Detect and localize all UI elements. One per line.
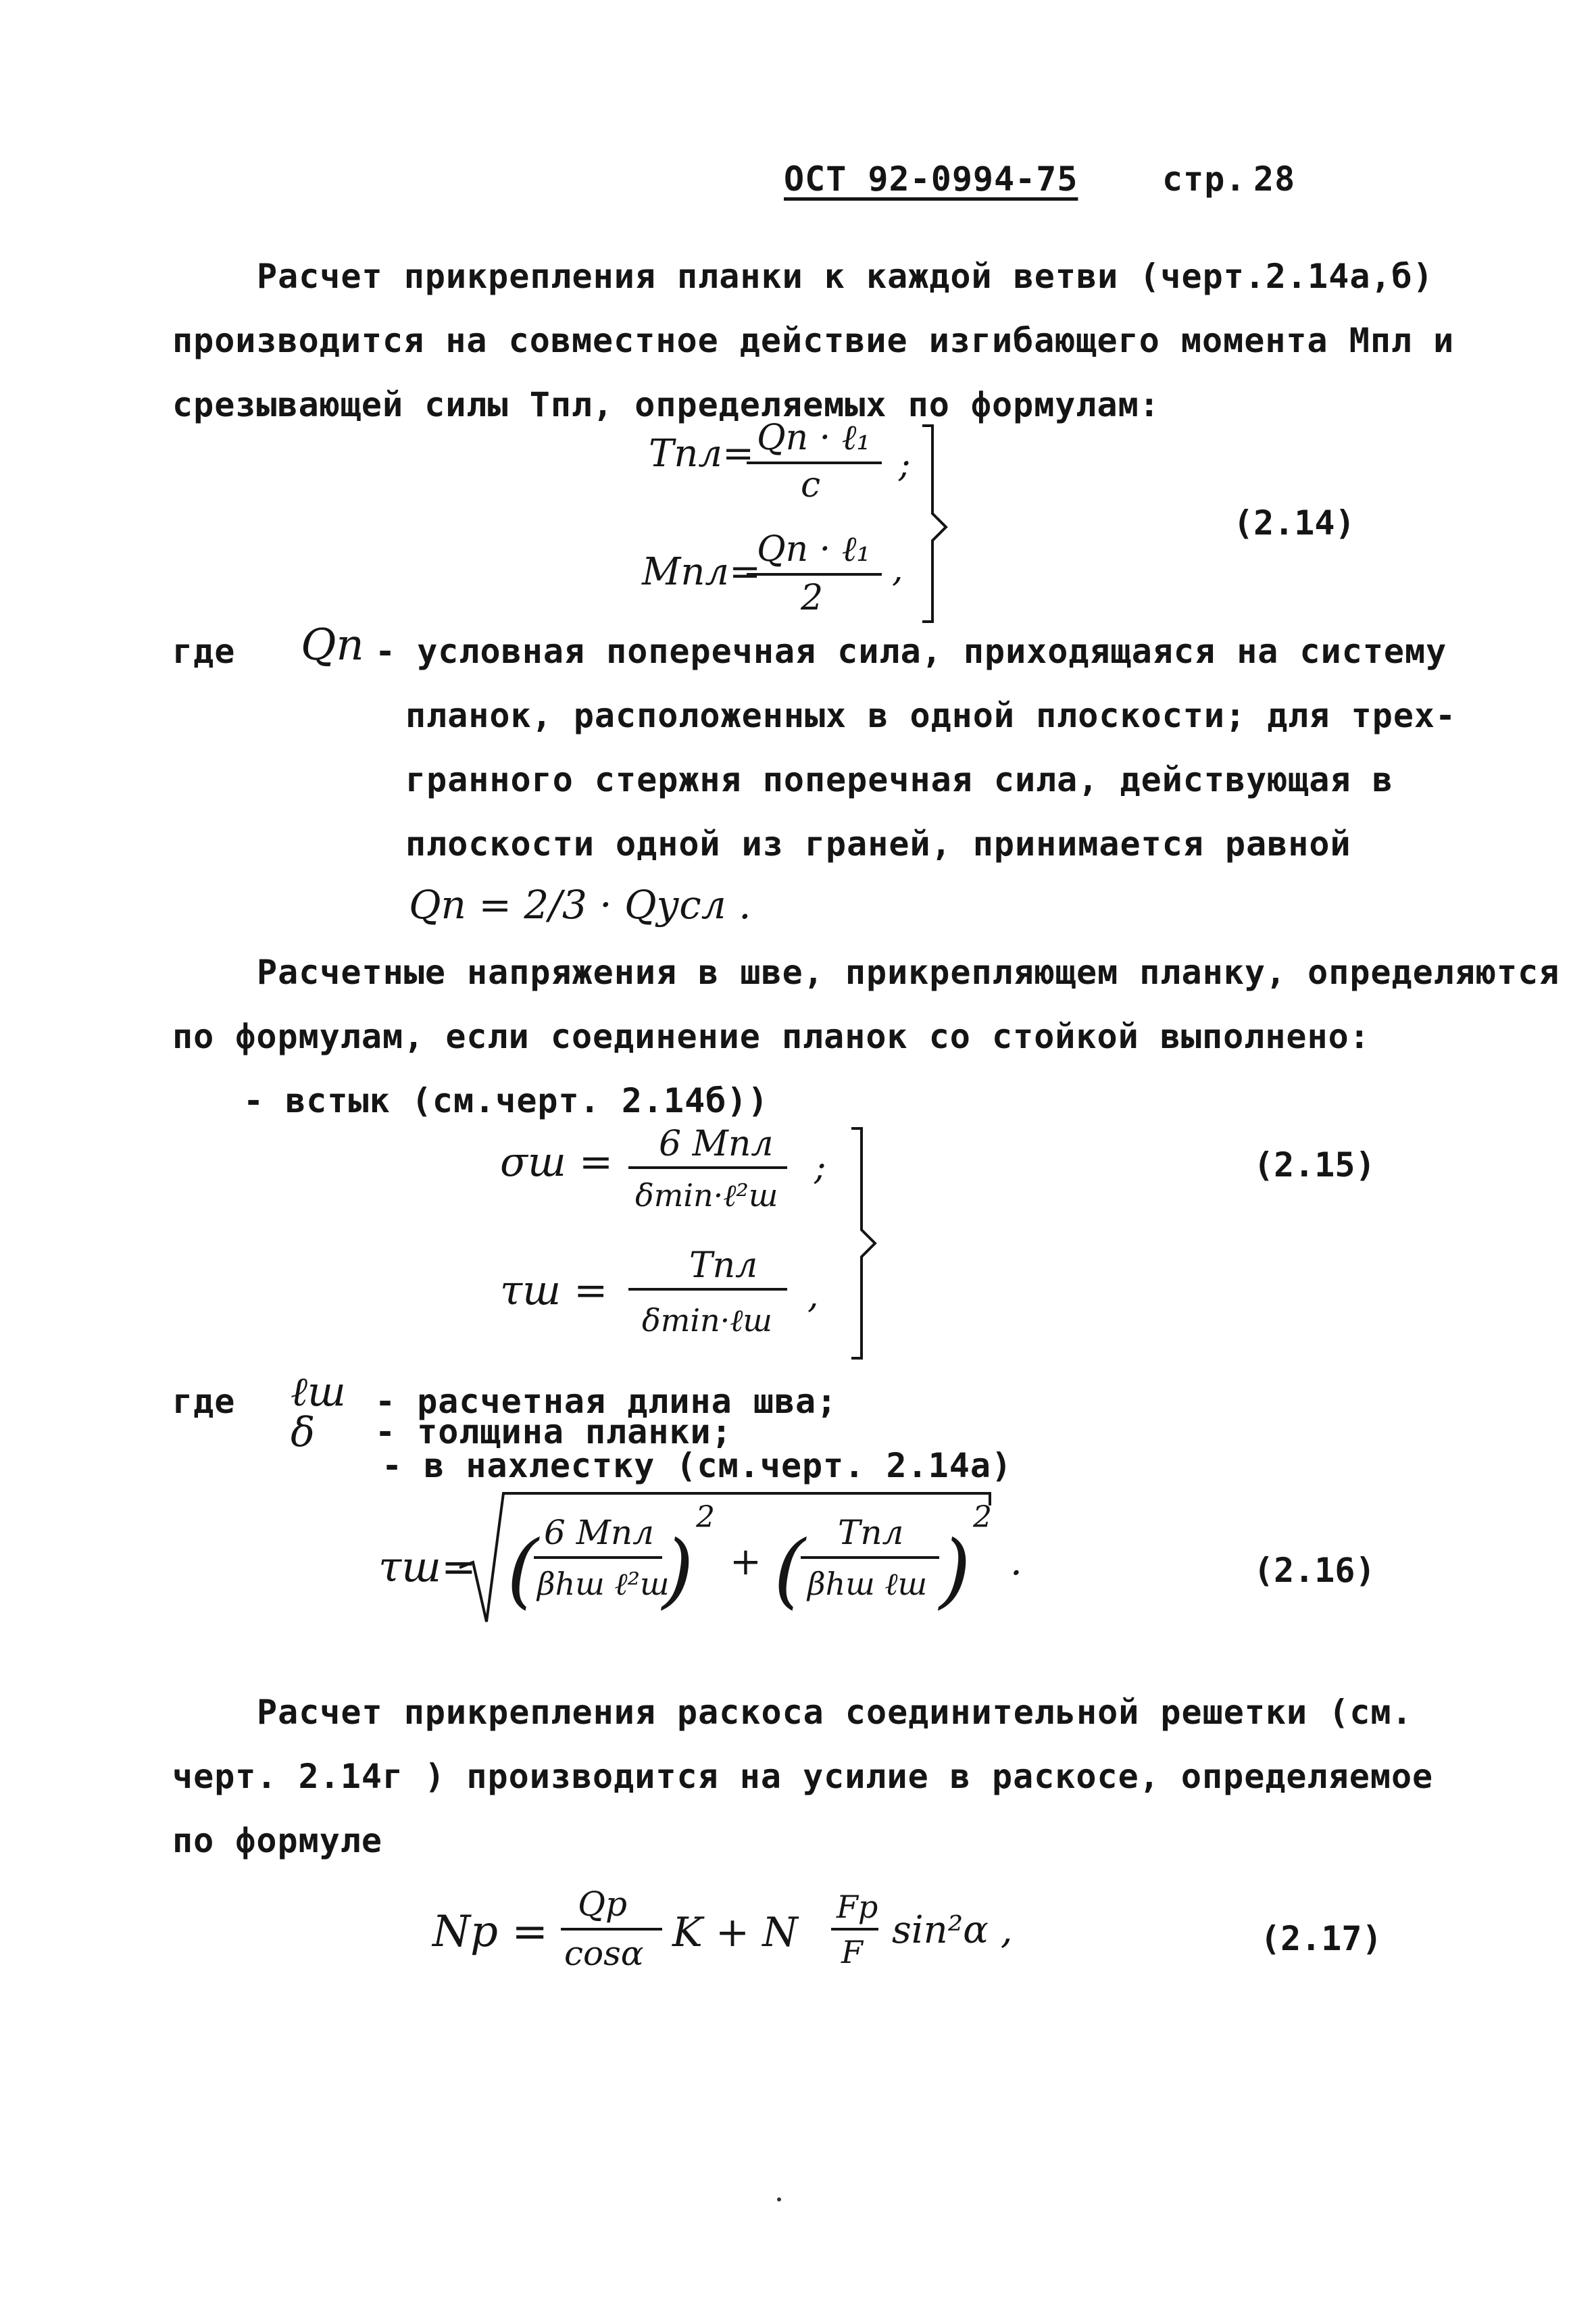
f216-rparen-b: ) [939, 1524, 971, 1618]
f214-t-tail: ; [899, 445, 911, 485]
para3-line1: Расчет прикрепления раскоса соединительной решетки (см. [257, 1693, 1413, 1732]
def-qn-line4: плоскости одной из граней, принимается равной [405, 824, 1351, 864]
para3-line3: по формуле [172, 1821, 383, 1860]
formula-2-16 [378, 1487, 1054, 1642]
def-qn-line1: - условная поперечная сила, приходящаяся на систему [375, 632, 1447, 671]
symbol-lw: ℓш [291, 1368, 346, 1416]
f216-rparen-a: ) [662, 1524, 694, 1618]
eq-number-2-14: (2.14) [1233, 503, 1355, 543]
para1-line2: производится на совместное действие изгибающего момента Мпл и [172, 321, 1455, 360]
page-number: 28 [1253, 159, 1296, 199]
def-delta-text: - толщина планки; [375, 1412, 732, 1451]
f217-q-num: Qp [578, 1885, 627, 1924]
f214-t-den: c [801, 465, 821, 505]
gde-label-2: где [172, 1382, 236, 1421]
f216-b-num: Tпл [838, 1513, 904, 1552]
f216-a-num: 6 Mпл [544, 1513, 654, 1552]
f216-lhs: τш= [378, 1542, 476, 1591]
f216-lparen-b: ( [774, 1524, 805, 1618]
f215-t-num: Tпл [689, 1245, 758, 1286]
f216-a-den: βhш ℓ²ш [537, 1566, 670, 1602]
para2-line1: Расчетные напряжения в шве, прикрепляющем планку, определяются [257, 953, 1560, 992]
eq-number-2-15: (2.15) [1253, 1145, 1376, 1185]
f216-tail: . [1010, 1540, 1022, 1584]
f216-b-den: βhш ℓш [807, 1566, 928, 1602]
f217-q-den: cosα [564, 1934, 644, 1973]
def-lw-text: - расчетная длина шва; [375, 1382, 838, 1421]
para2-line2: по формулам, если соединение планок со стойкой выполнено: [172, 1017, 1370, 1056]
para2-line3: - встык (см.черт. 2.14б)) [243, 1081, 769, 1120]
f217-lhs: Np = [432, 1907, 548, 1957]
f214-t-num: Qп · ℓ₁ [757, 418, 871, 458]
f214-t-lhs: Tпл= [649, 432, 754, 476]
f215-brace [851, 1128, 875, 1358]
f217-tail: sin²α , [892, 1908, 1013, 1952]
f215-s-num: 6 Mпл [659, 1124, 774, 1164]
formula-qn-usl: Qп = 2/3 · Qусл . [409, 882, 751, 928]
f216-exp-b: 2 [973, 1500, 992, 1535]
f215-t-den: δmin·ℓш [642, 1302, 773, 1339]
f214-brace [922, 426, 946, 622]
def-qn-line3: гранного стержня поперечная сила, действующая в [405, 760, 1393, 799]
para1-line1: Расчет прикрепления планки к каждой ветви (черт.2.14а,б) [257, 257, 1434, 296]
f215-t-lhs: τш = [500, 1267, 608, 1314]
gde-label-1: где [172, 632, 236, 671]
f215-s-den: δmin·ℓ²ш [635, 1177, 778, 1214]
f214-m-num: Qп · ℓ₁ [757, 529, 871, 570]
formula-2-15 [487, 1108, 1162, 1365]
overlap-line: - в нахлестку (см.черт. 2.14а) [382, 1446, 1013, 1485]
f217-mid: K + N [672, 1909, 798, 1956]
f215-t-tail: , [807, 1276, 819, 1316]
symbol-qn: Qп [301, 620, 364, 670]
scan-dot [777, 2197, 781, 2201]
f217-f-num: Fp [837, 1889, 878, 1925]
eq-number-2-17: (2.17) [1260, 1919, 1382, 1958]
f216-plus: + [730, 1540, 762, 1584]
para1-line3: срезывающей силы Тпл, определяемых по формулам: [172, 385, 1160, 424]
f216-exp-a: 2 [696, 1500, 715, 1535]
f216-lparen-a: ( [507, 1524, 539, 1618]
f215-s-lhs: σш = [500, 1139, 614, 1186]
symbol-delta: δ [291, 1409, 316, 1456]
f214-m-den: 2 [801, 578, 824, 618]
page-label: стр. [1162, 159, 1247, 199]
def-qn-line2: планок, расположенных в одной плоскости; для трех- [405, 696, 1457, 735]
para3-line2: черт. 2.14г ) производится на усилие в раскосе, определяемое [172, 1757, 1434, 1796]
f215-s-tail: ; [814, 1147, 826, 1188]
formula-2-17 [432, 1878, 1108, 1993]
f214-m-tail: , [892, 549, 903, 590]
f217-f-den: F [841, 1934, 863, 1970]
f214-m-lhs: Mпл= [642, 550, 761, 594]
eq-number-2-16: (2.16) [1253, 1551, 1376, 1590]
document-code: ОСТ 92-0994-75 [784, 159, 1078, 199]
